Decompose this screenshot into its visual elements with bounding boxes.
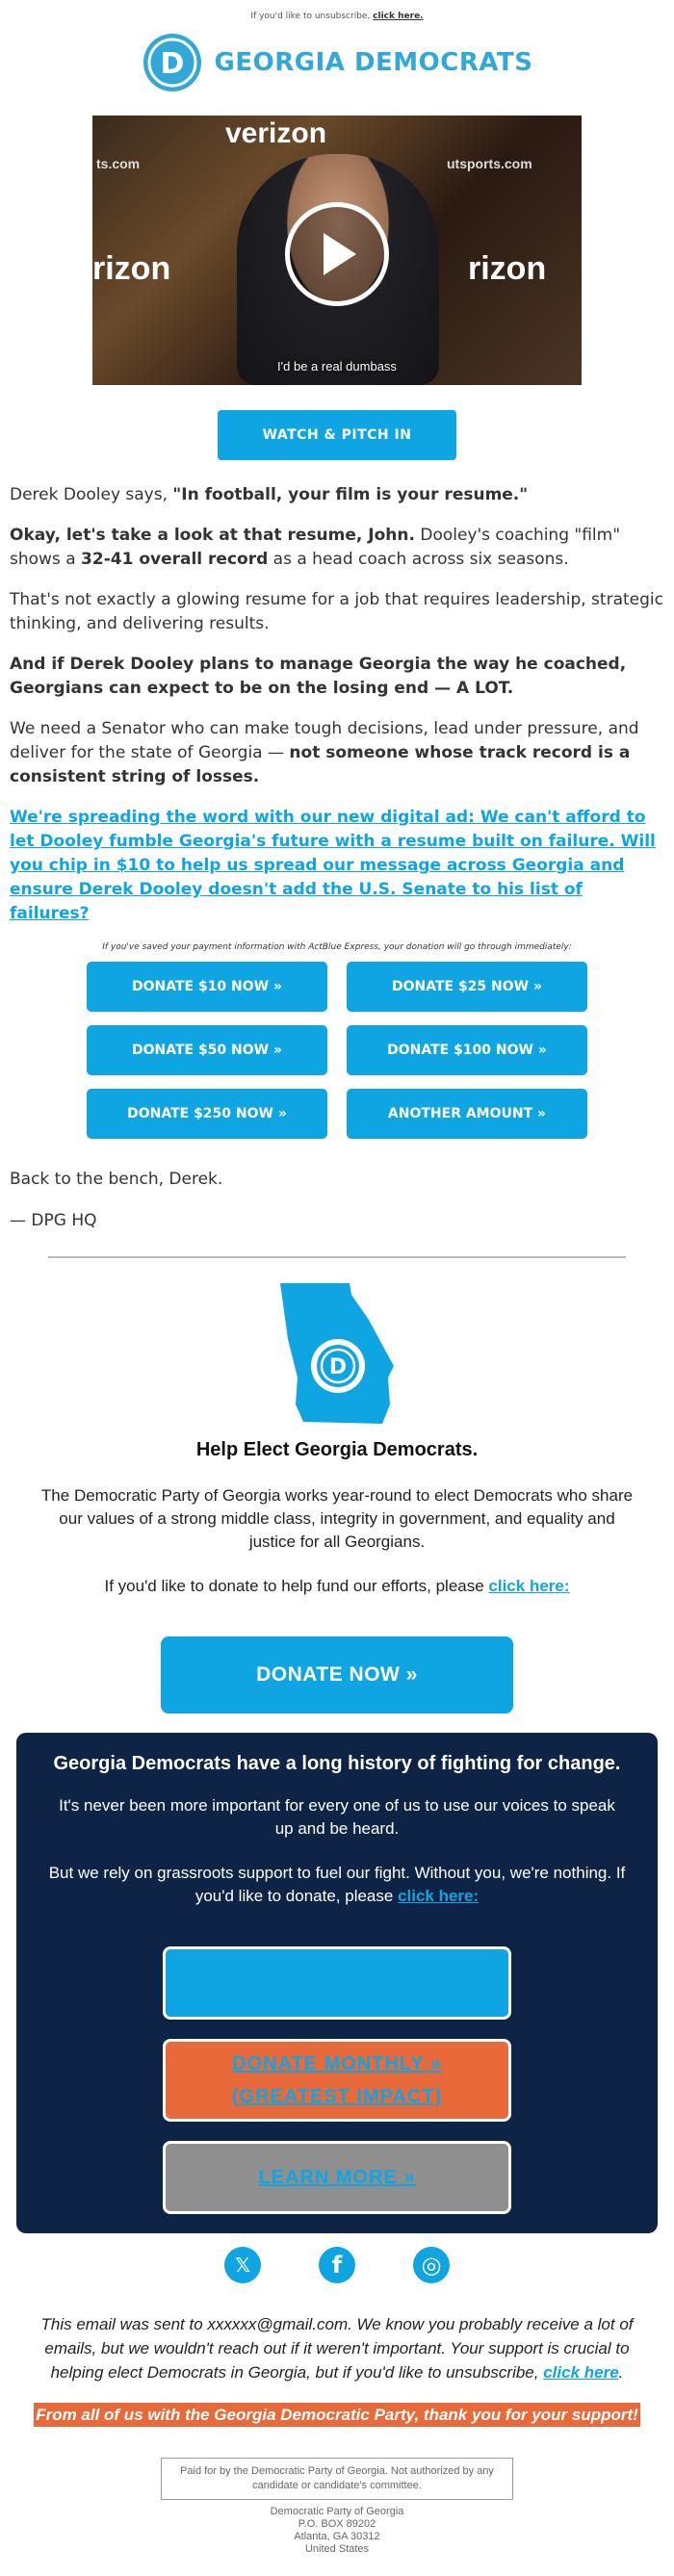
panel-text: But we rely on grassroots support to fuel our fight. Without you, we're nothing. If you'd like to donate, please [48, 1864, 626, 1905]
another-amount-button[interactable]: ANOTHER AMOUNT » [347, 1089, 587, 1139]
body-paragraph: That's not exactly a glowing resume for a job that requires leadership, strategic thinking, and delivering results. [10, 590, 663, 633]
signoff [0, 1168, 674, 1233]
address-line: P.O. BOX 89202 [298, 2518, 376, 2530]
logo-text: GEORGIA DEMOCRATS [214, 48, 533, 77]
thanks-text: From all of us with the Georgia Democratic Party, thank you for your support! [34, 2403, 640, 2427]
body-paragraph [10, 717, 664, 789]
donate-button-grid [87, 962, 587, 1139]
fund-line [0, 1575, 674, 1598]
footer-unsubscribe-link[interactable]: click here [543, 2363, 619, 2382]
georgia-democrats-logo[interactable] [0, 31, 674, 94]
x-icon[interactable]: 𝕏 [224, 2247, 261, 2283]
body-bold: not someone whose track record is a consistent string of losses. [10, 743, 631, 786]
donate-100-button[interactable]: DONATE $100 NOW » [347, 1025, 587, 1075]
help-copy: The Democratic Party of Georgia works year-round to elect Democrats who share our values of a strong middle class, integrity in government, and equality and justice for all Georgians. [40, 1486, 634, 1551]
preheader [0, 0, 674, 23]
signature: — DPG HQ [10, 1211, 97, 1230]
monthly-sublabel: (GREATEST IMPACT) [231, 2086, 443, 2107]
donate-now-button[interactable]: DONATE NOW » [161, 1636, 513, 1713]
footer-notice [0, 2312, 674, 2384]
mailing-address [0, 2506, 674, 2560]
video-bg-word: utsports.com [447, 156, 532, 171]
instagram-icon[interactable]: ◎ [413, 2247, 450, 2283]
body-text: Dooley's coaching "film" shows a [10, 526, 621, 569]
body-bold: Okay, let's take a look at that resume, John. [10, 526, 415, 545]
panel-click-here-link[interactable]: click here: [398, 1887, 480, 1905]
video-thumbnail[interactable] [92, 116, 582, 385]
video-caption: I'd be a real dumbass [277, 359, 397, 374]
georgia-map-icon [274, 1281, 400, 1426]
body-bold: And if Derek Dooley plans to manage Georgia the way he coached, Georgians can expect to be on the losing end — A LOT. [10, 655, 627, 698]
help-title: Help Elect Georgia Democrats. [195, 1439, 479, 1460]
signoff-line: Back to the bench, Derek. [10, 1170, 223, 1189]
panel-text: It's never been more important for every one of us to use our voices to speak up and be heard. [59, 1796, 615, 1838]
watch-pitch-in-button[interactable]: WATCH & PITCH IN [218, 410, 456, 460]
panel-donate-line [36, 1862, 638, 1908]
svg-text:D: D [328, 1355, 348, 1379]
divider [48, 1256, 626, 1258]
svg-text:D: D [160, 47, 184, 81]
fund-text: If you'd like to donate to help fund our efforts, please [104, 1577, 489, 1595]
video-bg-word: ts.com [96, 156, 141, 171]
video-bg-word: verizon [225, 117, 327, 149]
paid-for-disclaimer: Paid for by the Democratic Party of Georgia. Not authorized by any candidate or candidate's committee. [161, 2458, 513, 2500]
address-line: United States [304, 2543, 370, 2555]
monthly-label: DONATE MONTHLY » [232, 2053, 442, 2074]
address-line: Democratic Party of Georgia [270, 2506, 404, 2517]
body-paragraph [10, 653, 664, 701]
play-icon[interactable] [285, 202, 389, 306]
fighting-for-change-panel [16, 1733, 658, 2233]
panel-title: Georgia Democrats have a long history of fighting for change. [53, 1753, 621, 1774]
democrats-d-logo-icon [142, 32, 203, 93]
address-line: Atlanta, GA 30312 [294, 2531, 380, 2542]
fund-click-here-link[interactable]: click here: [488, 1577, 570, 1595]
preheader-unsubscribe-link[interactable]: click here. [373, 12, 424, 21]
footer-period: . [618, 2363, 624, 2382]
chip-in-link[interactable]: We're spreading the word with our new digital ad: We can't afford to let Dooley fumble Georgia's future with a resume built on failure. Will you chip in $10 to help us spread our message across Georgia and ensure Derek Dooley doesn't add the U.S. Senate to his list of failures? [10, 808, 656, 923]
body-text: We need a Senator who can make tough decisions, lead under pressure, and deliver for the state of Georgia — [10, 719, 639, 762]
record-highlight: 32-41 overall record [81, 550, 269, 569]
body-paragraph [10, 524, 664, 572]
dooley-quote: "In football, your film is your resume." [172, 485, 529, 504]
donate-monthly-button[interactable] [163, 2039, 511, 2122]
donate-10-button[interactable]: DONATE $10 NOW » [87, 962, 327, 1012]
video-bg-word: rizon [92, 250, 171, 287]
email-body [0, 483, 674, 926]
body-paragraph [10, 483, 664, 507]
donate-one-time-button[interactable]: DONATE ONE TIME » [163, 1946, 511, 2020]
donate-25-button[interactable]: DONATE $25 NOW » [347, 962, 587, 1012]
thanks-banner [0, 2402, 674, 2429]
video-bg-word: rizon [468, 250, 547, 287]
donate-250-button[interactable]: DONATE $250 NOW » [87, 1089, 327, 1139]
body-text: as a head coach across six seasons. [268, 550, 569, 569]
preheader-text: If you'd like to unsubscribe, [250, 12, 374, 21]
donate-50-button[interactable]: DONATE $50 NOW » [87, 1025, 327, 1075]
social-links [0, 2247, 674, 2283]
facebook-icon[interactable]: f [319, 2247, 355, 2283]
body-text: Derek Dooley says, [10, 485, 173, 504]
learn-more-button[interactable]: LEARN MORE » [163, 2141, 511, 2214]
footer-text: This email was sent to xxxxxx@gmail.com. We know you probably receive a lot of emails, but we wouldn't reach out if it weren't important. Your support is crucial to helping elect Democrats in Georgia, but if you'd like to unsubscribe, [40, 2315, 634, 2382]
actblue-note: If you've saved your payment information with ActBlue Express, your donation will go through immediately: [102, 942, 572, 952]
